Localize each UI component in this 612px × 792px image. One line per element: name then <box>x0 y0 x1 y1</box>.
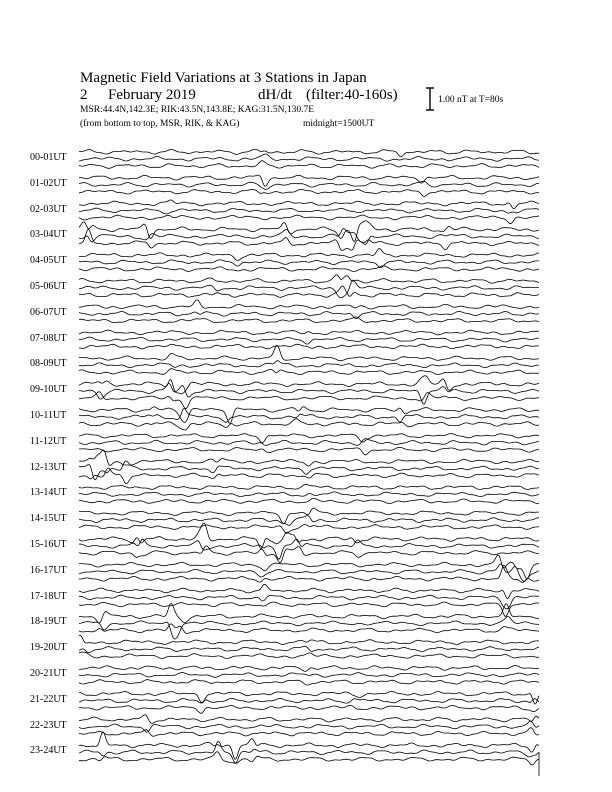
quantity-label: dH/dt <box>258 87 293 103</box>
trace-MSR <box>79 705 539 713</box>
trace-MSR <box>79 498 539 503</box>
hour-label: 02-03UT <box>30 203 67 215</box>
trace-MSR <box>79 680 539 685</box>
filter-label: (filter:40-160s) <box>306 87 398 103</box>
hour-label: 19-20UT <box>30 642 67 654</box>
trace-MSR <box>79 317 539 323</box>
trace-RIK <box>79 229 539 245</box>
date-month-year: February 2019 <box>108 87 196 103</box>
trace-RIK <box>79 595 539 609</box>
trace-MSR <box>79 286 539 297</box>
trace-KAG <box>79 300 539 309</box>
trace-MSR <box>79 161 539 169</box>
trace-MSR <box>79 419 539 430</box>
trace-RIK <box>79 698 539 703</box>
trace-MSR <box>79 447 539 455</box>
trace-KAG <box>79 732 539 759</box>
hour-label: 17-18UT <box>30 590 67 602</box>
hour-label: 18-19UT <box>30 616 67 628</box>
trace-RIK <box>79 181 539 189</box>
trace-RIK <box>79 516 539 526</box>
station-order-note: (from bottom to top, MSR, RIK, & KAG) <box>80 119 240 129</box>
hour-label: 05-06UT <box>30 280 67 292</box>
hour-label: 01-02UT <box>30 177 67 189</box>
trace-KAG <box>79 175 539 186</box>
trace-MSR <box>79 392 539 409</box>
trace-MSR <box>79 266 539 272</box>
hour-label: 15-16UT <box>30 538 67 550</box>
chart-title: Magnetic Field Variations at 3 Stations in Japan <box>80 70 367 86</box>
trace-RIK <box>79 260 539 268</box>
trace-MSR <box>79 624 539 634</box>
trace-RIK <box>79 492 539 497</box>
hour-label: 23-24UT <box>30 745 67 757</box>
hour-label: 21-22UT <box>30 693 67 705</box>
trace-KAG <box>79 434 539 443</box>
trace-KAG <box>79 200 539 209</box>
trace-RIK <box>79 208 539 214</box>
trace-RIK <box>79 361 539 368</box>
trace-RIK <box>79 337 539 344</box>
trace-RIK <box>79 311 539 318</box>
trace-KAG <box>79 635 539 644</box>
trace-RIK <box>79 617 539 640</box>
trace-KAG <box>79 275 539 283</box>
trace-RIK <box>79 539 539 559</box>
trace-RIK <box>79 673 539 678</box>
date-day: 2 <box>80 87 88 103</box>
hour-label: 00-01UT <box>30 151 67 163</box>
trace-KAG <box>79 666 539 672</box>
hour-label: 09-10UT <box>30 384 67 396</box>
trace-MSR <box>79 215 539 224</box>
trace-RIK <box>79 408 539 422</box>
trace-KAG <box>79 330 539 335</box>
trace-MSR <box>79 546 539 563</box>
hour-label: 13-14UT <box>30 487 67 499</box>
hour-label: 12-13UT <box>30 461 67 473</box>
hour-label: 03-04UT <box>30 229 67 241</box>
trace-KAG <box>79 484 539 489</box>
trace-MSR <box>79 369 539 375</box>
hour-label: 04-05UT <box>30 255 67 267</box>
trace-KAG <box>79 149 539 156</box>
hour-label: 07-08UT <box>30 332 67 344</box>
trace-KAG <box>79 603 539 623</box>
hour-label: 22-23UT <box>30 719 67 731</box>
trace-MSR <box>79 752 539 765</box>
scale-bar-label: 1.00 nT at T=80s <box>438 95 504 105</box>
hour-label: 16-17UT <box>30 564 67 576</box>
station-coordinates: MSR:44.4N,142.3E; RIK:43.5N,143.8E; KAG:31.5N,130.7E <box>80 105 315 115</box>
trace-MSR <box>79 189 539 196</box>
trace-KAG <box>79 715 539 724</box>
hour-label: 10-11UT <box>30 409 67 421</box>
trace-MSR <box>79 565 539 582</box>
trace-MSR <box>79 468 539 484</box>
trace-KAG <box>79 450 539 466</box>
trace-MSR <box>79 652 539 658</box>
hour-label: 20-21UT <box>30 667 67 679</box>
hour-label: 08-09UT <box>30 358 67 370</box>
trace-RIK <box>79 439 539 446</box>
trace-MSR <box>79 344 539 349</box>
hour-label: 11-12UT <box>30 435 67 447</box>
trace-RIK <box>79 646 539 652</box>
trace-KAG <box>79 555 539 579</box>
trace-KAG <box>79 249 539 261</box>
trace-MSR <box>79 525 539 534</box>
hour-label: 06-07UT <box>30 306 67 318</box>
trace-RIK <box>79 383 539 404</box>
trace-RIK <box>79 154 539 161</box>
midnight-note: midnight=1500UT <box>303 119 375 129</box>
hour-label: 14-15UT <box>30 513 67 525</box>
